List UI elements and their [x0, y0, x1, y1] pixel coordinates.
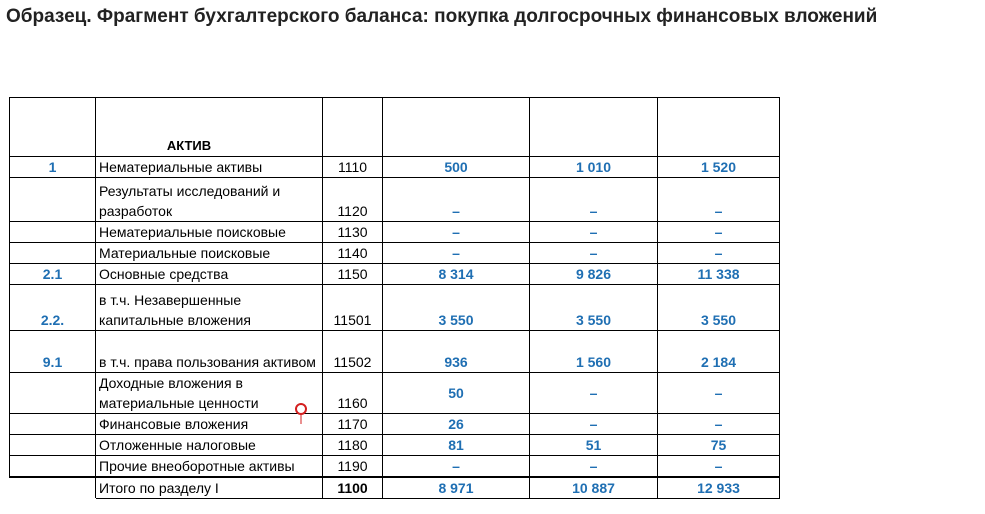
total-value-1: 8 971 [383, 477, 530, 499]
table-row [10, 264, 780, 285]
row-name [96, 157, 323, 178]
total-value-3: 12 933 [658, 477, 780, 499]
row-value-3: – [658, 373, 780, 414]
row-name: Финансовые вложения [96, 414, 323, 435]
row-name: Результаты исследований и разработок [96, 178, 323, 222]
table-row [10, 222, 780, 243]
row-value-1: – [383, 243, 530, 264]
table-row [10, 157, 780, 178]
aktiv-heading: АКТИВ [166, 138, 212, 153]
row-value-3: 3 550 [658, 285, 780, 331]
balance-sheet-table [9, 97, 780, 499]
row-value-2: – [530, 414, 658, 435]
table-row [10, 456, 780, 478]
total-name: Итого по разделу I [96, 477, 323, 499]
row-code: 11501 [323, 285, 383, 331]
row-name: Отложенные налоговые [96, 435, 323, 456]
row-value-1: 936 [383, 331, 530, 373]
row-value-2: 51 [530, 435, 658, 456]
row-value-1: – [383, 456, 530, 478]
row-value-3: 11 338 [658, 264, 780, 285]
row-value-2: – [530, 222, 658, 243]
table-row [10, 331, 780, 373]
row-value-3: – [658, 456, 780, 478]
table-row [10, 414, 780, 435]
row-name: Нематериальные поисковые [96, 222, 323, 243]
header-v2-cell [530, 98, 658, 157]
total-row [10, 477, 780, 499]
row-code: 1150 [323, 264, 383, 285]
row-value-2: – [530, 456, 658, 478]
row-number [10, 435, 96, 456]
total-value-2: 10 887 [530, 477, 658, 499]
row-code: 1160 [323, 373, 383, 414]
row-value-3: 1 520 [658, 157, 780, 178]
row-code: 1120 [323, 178, 383, 222]
row-value-3: – [658, 178, 780, 222]
row-value-1: 26 [383, 414, 530, 435]
row-number: 2.2. [10, 285, 96, 331]
row-name-text: Нематериальные активы [99, 159, 263, 175]
row-name: в т.ч. Незавершенные капитальные вложения [96, 285, 323, 331]
row-number [10, 414, 96, 435]
row-value-3: – [658, 414, 780, 435]
row-name: Прочие внеоборотные активы [96, 456, 323, 478]
total-code: 1100 [323, 477, 383, 499]
header-v3-cell [658, 98, 780, 157]
header-name-cell [96, 98, 323, 157]
row-number: 9.1 [10, 331, 96, 373]
row-value-3: 75 [658, 435, 780, 456]
table-row [10, 243, 780, 264]
row-value-2: – [530, 243, 658, 264]
row-name: Основные средства [96, 264, 323, 285]
table-header-row [10, 98, 780, 157]
row-value-2: 1 010 [530, 157, 658, 178]
row-value-1: 500 [383, 157, 530, 178]
table-row [10, 178, 780, 222]
page-title: Образец. Фрагмент бухгалтерского баланса: покупка долгосрочных финансовых вложений [6, 6, 878, 27]
row-number [10, 178, 96, 222]
row-value-2: 9 826 [530, 264, 658, 285]
row-number [10, 373, 96, 414]
cursor-icon [293, 402, 309, 426]
row-value-1: 3 550 [383, 285, 530, 331]
row-code: 1130 [323, 222, 383, 243]
row-value-3: 2 184 [658, 331, 780, 373]
row-number [10, 222, 96, 243]
row-number [10, 243, 96, 264]
row-value-1: 8 314 [383, 264, 530, 285]
total-number [10, 477, 96, 499]
row-value-1: 50 [383, 373, 530, 414]
row-code: 1140 [323, 243, 383, 264]
row-name: в т.ч. права пользования активом [96, 331, 323, 373]
table-row [10, 373, 780, 414]
table-row [10, 435, 780, 456]
row-code: 1180 [323, 435, 383, 456]
header-code-cell [323, 98, 383, 157]
row-number: 2.1 [10, 264, 96, 285]
row-name: Материальные поисковые [96, 243, 323, 264]
row-value-2: – [530, 373, 658, 414]
row-value-3: – [658, 243, 780, 264]
row-code: 11502 [323, 331, 383, 373]
row-number [10, 456, 96, 478]
row-value-2: 3 550 [530, 285, 658, 331]
header-v1-cell [383, 98, 530, 157]
row-value-3: – [658, 222, 780, 243]
row-value-2: – [530, 178, 658, 222]
row-value-1: 81 [383, 435, 530, 456]
row-name: Доходные вложения в материальные ценности [96, 373, 323, 414]
row-value-1: – [383, 222, 530, 243]
row-code: 1170 [323, 414, 383, 435]
row-code: 1110 [323, 157, 383, 178]
header-num-cell [10, 98, 96, 157]
row-value-2: 1 560 [530, 331, 658, 373]
row-value-1: – [383, 178, 530, 222]
table-row [10, 285, 780, 331]
row-code: 1190 [323, 456, 383, 478]
row-number: 1 [10, 157, 96, 178]
